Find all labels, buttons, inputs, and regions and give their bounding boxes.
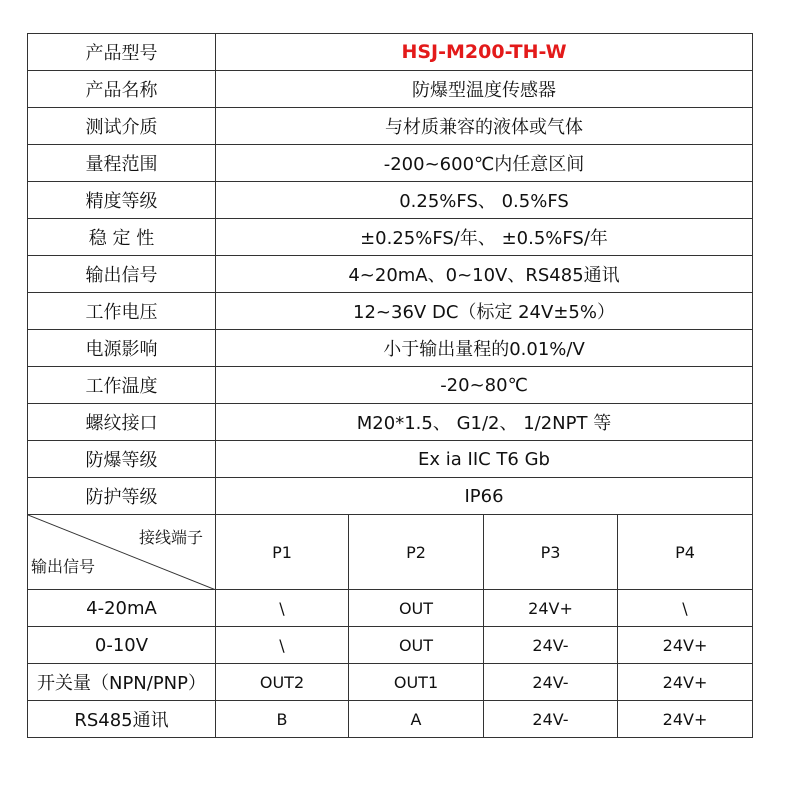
wiring-cell: 24V+ [484, 590, 618, 627]
spec-value: ±0.25%FS/年、 ±0.5%FS/年 [216, 219, 753, 256]
terminal-header-label: 接线端子 [138, 528, 203, 547]
wiring-corner-cell [28, 515, 216, 590]
spec-value: 4~20mA、0~10V、RS485通讯 [216, 256, 753, 293]
wiring-cell: 24V- [484, 664, 618, 701]
wiring-cell: OUT [349, 627, 484, 664]
spec-value: M20*1.5、 G1/2、 1/2NPT 等 [216, 404, 753, 441]
spec-row-power-effect [28, 330, 753, 367]
terminal-header: P1 [216, 515, 349, 590]
signal-label: 4-20mA [28, 590, 216, 627]
spec-label: 螺纹接口 [28, 404, 216, 441]
spec-label: 工作电压 [28, 293, 216, 330]
spec-row-range [28, 145, 753, 182]
spec-value: 0.25%FS、 0.5%FS [216, 182, 753, 219]
spec-row-explosion [28, 441, 753, 478]
wiring-cell: OUT2 [216, 664, 349, 701]
spec-row-medium [28, 108, 753, 145]
spec-label: 产品型号 [28, 34, 216, 71]
spec-label: 精度等级 [28, 182, 216, 219]
wiring-cell: OUT1 [349, 664, 484, 701]
spec-label: 输出信号 [28, 256, 216, 293]
spec-label: 工作温度 [28, 367, 216, 404]
wiring-cell: \ [216, 590, 349, 627]
wiring-header-row [28, 515, 753, 590]
wiring-cell: 24V+ [618, 627, 753, 664]
terminal-header: P4 [618, 515, 753, 590]
spec-row-name [28, 71, 753, 108]
signal-label: 0-10V [28, 627, 216, 664]
wiring-cell: 24V+ [618, 701, 753, 738]
spec-value: Ex ia IIC T6 Gb [216, 441, 753, 478]
wiring-cell: 24V+ [618, 664, 753, 701]
spec-label: 产品名称 [28, 71, 216, 108]
spec-row-temperature [28, 367, 753, 404]
wiring-row [28, 701, 753, 738]
model-value: HSJ-M200-TH-W [216, 34, 753, 71]
terminal-header: P3 [484, 515, 618, 590]
spec-value: -200~600℃内任意区间 [216, 145, 753, 182]
wiring-cell: 24V- [484, 701, 618, 738]
spec-label: 电源影响 [28, 330, 216, 367]
spec-row-thread [28, 404, 753, 441]
wiring-row [28, 664, 753, 701]
spec-label: 稳 定 性 [28, 219, 216, 256]
wiring-cell: B [216, 701, 349, 738]
wiring-cell: 24V- [484, 627, 618, 664]
spec-row-model [28, 34, 753, 71]
terminal-header: P2 [349, 515, 484, 590]
spec-row-accuracy [28, 182, 753, 219]
signal-header-label: 输出信号 [31, 557, 96, 576]
spec-label: 防爆等级 [28, 441, 216, 478]
spec-value: 与材质兼容的液体或气体 [216, 108, 753, 145]
wiring-cell: OUT [349, 590, 484, 627]
wiring-row [28, 590, 753, 627]
spec-value: 小于输出量程的0.01%/V [216, 330, 753, 367]
spec-value: 12~36V DC（标定 24V±5%） [216, 293, 753, 330]
spec-row-protection [28, 478, 753, 515]
spec-row-stability [28, 219, 753, 256]
spec-value: -20~80℃ [216, 367, 753, 404]
signal-label: RS485通讯 [28, 701, 216, 738]
wiring-row [28, 627, 753, 664]
spec-label: 防护等级 [28, 478, 216, 515]
spec-value: 防爆型温度传感器 [216, 71, 753, 108]
spec-value: IP66 [216, 478, 753, 515]
spec-label: 量程范围 [28, 145, 216, 182]
wiring-cell: \ [216, 627, 349, 664]
spec-row-voltage [28, 293, 753, 330]
spec-table [27, 33, 753, 738]
wiring-cell: \ [618, 590, 753, 627]
wiring-cell: A [349, 701, 484, 738]
spec-row-output [28, 256, 753, 293]
signal-label: 开关量（NPN/PNP） [28, 664, 216, 701]
spec-label: 测试介质 [28, 108, 216, 145]
